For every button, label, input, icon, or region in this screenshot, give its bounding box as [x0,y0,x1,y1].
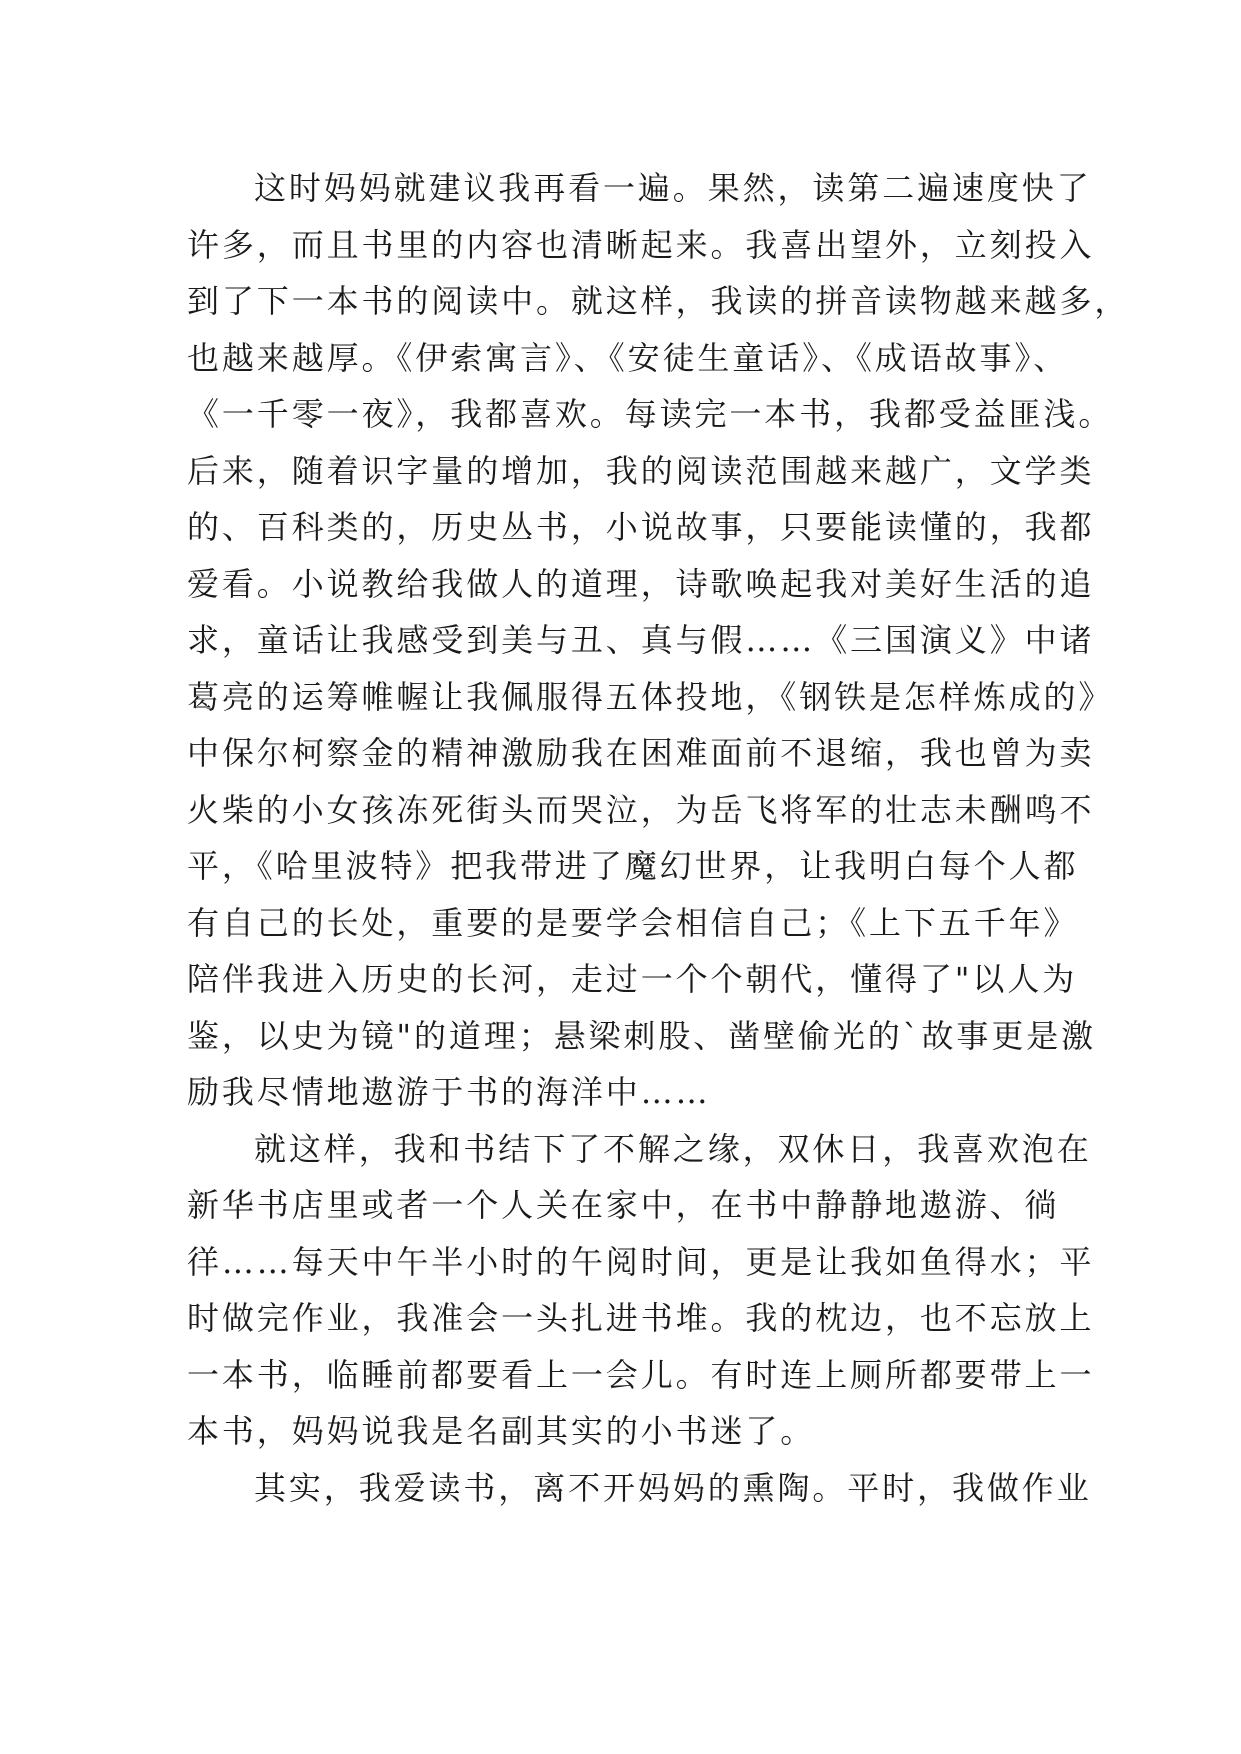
body-text [187,160,1130,1516]
text-line: 许多，而且书里的内容也清晰起来。我喜出望外，立刻投入 [187,225,1095,264]
text-line: 求，童话让我感受到美与丑、真与假……《三国演义》中诸 [187,621,1095,659]
text-line: 的、百科类的，历史丛书，小说故事，只要能读懂的，我都 [187,508,1095,546]
text-line: 就这样，我和书结下了不解之缘，双休日，我喜欢泡在 [254,1129,1092,1168]
text-line: 鉴，以史为镜"的道理；悬梁刺股、凿壁偷光的`故事更是激 [187,1016,1097,1055]
text-line: 火柴的小女孩冻死街头而哭泣，为岳飞将军的壮志未酬鸣不 [187,790,1095,829]
text-line: 这时妈妈就建议我再看一遍。果然，读第二遍速度快了 [254,169,1092,207]
text-line: 到了下一本书的阅读中。就这样，我读的拼音读物越来越多， [187,282,1130,320]
text-line: 爱看。小说教给我做人的道理，诗歌唤起我对美好生活的追 [187,564,1095,603]
text-line: 陪伴我进入历史的长河，走过一个个朝代，懂得了"以人为 [187,960,1078,998]
text-line: 一本书，临睡前都要看上一会儿。有时连上厕所都要带上一 [187,1355,1095,1394]
text-line: 《一千零一夜》，我都喜欢。每读完一本书，我都受益匪浅。 [187,395,1114,433]
text-line: 有自己的长处，重要的是要学会相信自己；《上下五千年》 [187,903,1079,942]
text-line: 新华书店里或者一个人关在家中，在书中静静地遨游、徜 [187,1186,1060,1224]
text-line: 平，《哈里波特》把我带进了魔幻世界，让我明白每个人都 [187,847,1079,885]
text-line: 葛亮的运筹帷幄让我佩服得五体投地，《钢铁是怎样炼成的》 [187,677,1114,716]
text-line: 中保尔柯察金的精神激励我在困难面前不退缩，我也曾为卖 [187,734,1095,772]
text-line: 后来，随着识字量的增加，我的阅读范围越来越广，文学类 [187,451,1095,490]
text-line: 其实，我爱读书，离不开妈妈的熏陶。平时，我做作业 [254,1468,1092,1507]
text-line: 也越来越厚。《伊索寓言》、《安徒生童话》、《成语故事》、 [187,338,1069,377]
text-line: 时做完作业，我准会一头扎进书堆。我的枕边，也不忘放上 [187,1299,1095,1337]
text-line: 励我尽情地遨游于书的海洋中…… [187,1073,711,1111]
text-line: 本书，妈妈说我是名副其实的小书迷了。 [187,1412,816,1450]
text-line: 徉……每天中午半小时的午阅时间，更是让我如鱼得水；平 [187,1242,1095,1281]
